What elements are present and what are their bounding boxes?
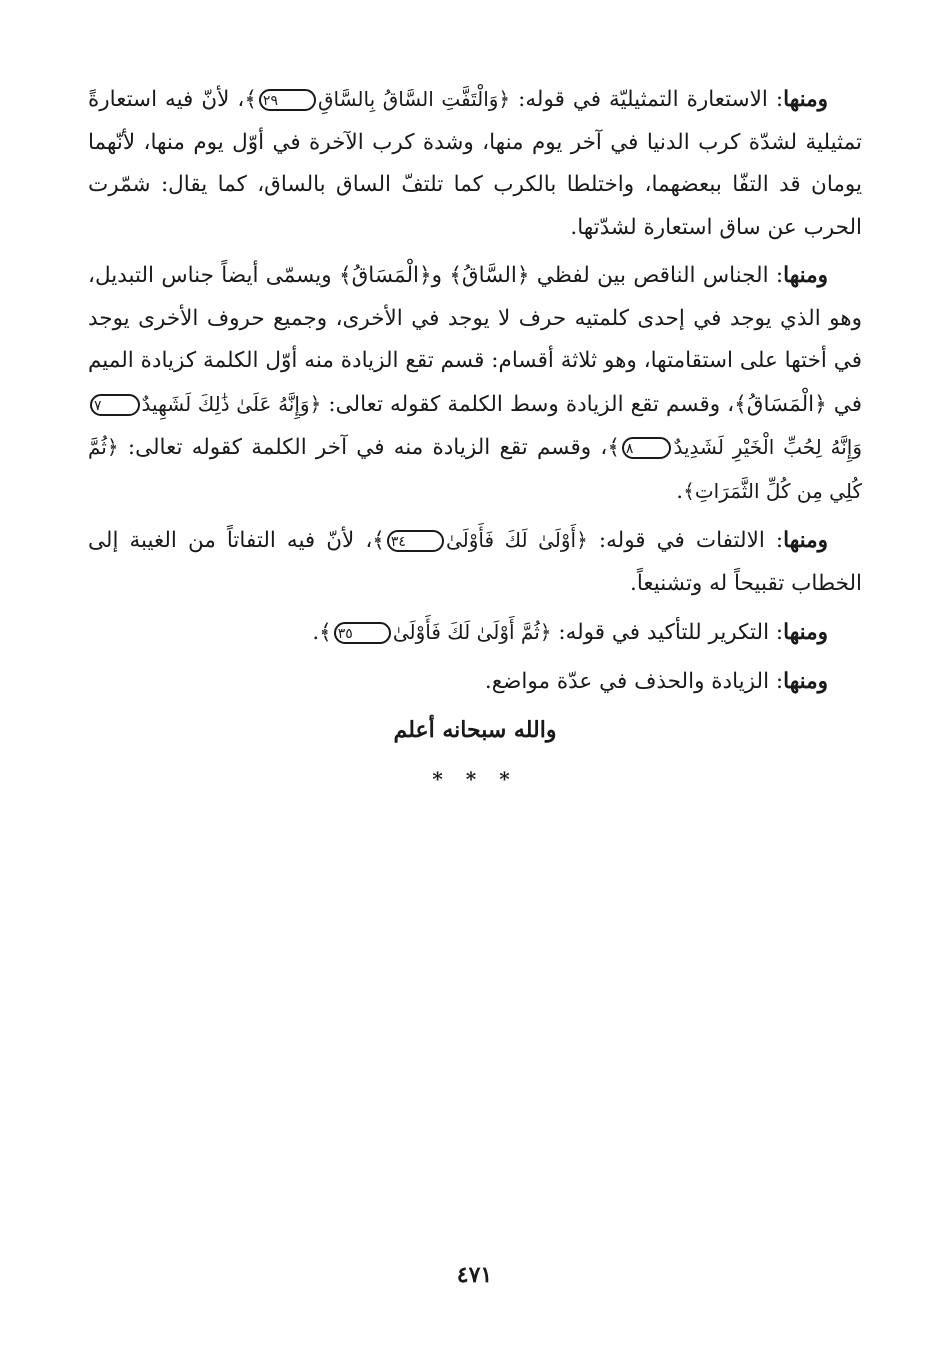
paragraph-ziyada [88,661,862,704]
paragraph-takrir [88,611,862,655]
quran-verse: ﴿ثُمَّ كُلِي مِن كُلِّ الثَّمَرَاتِ﴾ [88,435,862,503]
quran-verse: ﴿أَوْلَىٰ لَكَ فَأَوْلَىٰ [445,528,588,552]
page-body [88,78,862,806]
paragraph-jinas [88,255,862,513]
paragraph-text: ﴾، لأنّ فيه استعارةً تمثيلية لشدّة كرب الدنيا في آخر يوم منها، وشدة كرب الآخرة في أوّل يوم منها، لأنّهما يومان قد التفّا ببعضهما، واختلطا بالكرب كما تلتفّ الساق بالساق، كما يقال: شمّرت الحرب عن ساق استعارة لشدّتها. [88,87,862,240]
paragraph-lead: ومنها [783,87,828,112]
quran-verse: ﴿وَالْتَفَّتِ السَّاقُ بِالسَّاقِ [317,87,511,111]
paragraph-text: : الالتفات في قوله: [587,528,784,553]
paragraph-lead: ومنها [783,528,828,553]
page-number: ٤٧١ [456,1262,493,1288]
paragraph-text: ﴾، وقسم تقع الزيادة منه في آخر الكلمة كقوله تعالى: [118,435,620,460]
paragraph-text: ﴾، لأنّ فيه التفاتاً من الغيبة إلى الخطاب تقبيحاً له وتشنيعاً. [88,528,862,596]
paragraph-lead: ومنها [783,620,828,645]
ayah-number-marker: ٣٥ [334,622,391,644]
paragraph-text: : الاستعارة التمثيليّة في قوله: [510,87,784,112]
section-divider-stars: * * * [432,766,518,791]
paragraph-lead: ومنها [783,263,828,288]
paragraph-iltifat [88,519,862,605]
ayah-number-marker: ٣٤ [387,530,444,552]
closing-line: والله سبحانه أعلم [393,717,557,743]
quran-verse: ﴿ثُمَّ أَوْلَىٰ لَكَ فَأَوْلَىٰ [392,620,552,644]
quran-verse: ﴿وَإِنَّهُ عَلَىٰ ذَٰلِكَ لَشَهِيدٌ [141,391,322,416]
paragraph-text: . [676,478,684,504]
paragraph-text: : الزيادة والحذف في عدّة مواضع. [484,668,784,694]
paragraph-text: : الجناس الناقص بين لفظي ﴿السَّاقُ﴾ و﴿الْمَسَاقُ﴾ ويسمّى أيضاً جناس التبديل، وهو الذي يوجد في إحدى كلمتيه حرف لا يوجد في الأخرى، وجميع حروف الأخرى يوجد في أختها على استقامتها، وهو ثلاثة أقسام: قسم تقع الزيادة منه أوّل الكلمة كزيادة الميم في ﴿الْمَسَاقُ﴾، وقسم تقع الزيادة وسط الكلمة كقوله تعالى: [88,263,862,417]
paragraph-lead: ومنها [783,668,828,694]
ayah-number-marker: ٢٩ [259,89,316,111]
paragraph-istiara [88,78,862,249]
ayah-number-marker: ٨ [622,437,672,459]
paragraph-text: : التكرير للتأكيد في قوله: [551,620,784,645]
ayah-number-marker: ٧ [90,394,140,416]
paragraph-text: ﴾. [312,620,332,645]
quran-verse: وَإِنَّهُ لِحُبِّ الْخَيْرِ لَشَدِيدٌ [673,435,862,459]
